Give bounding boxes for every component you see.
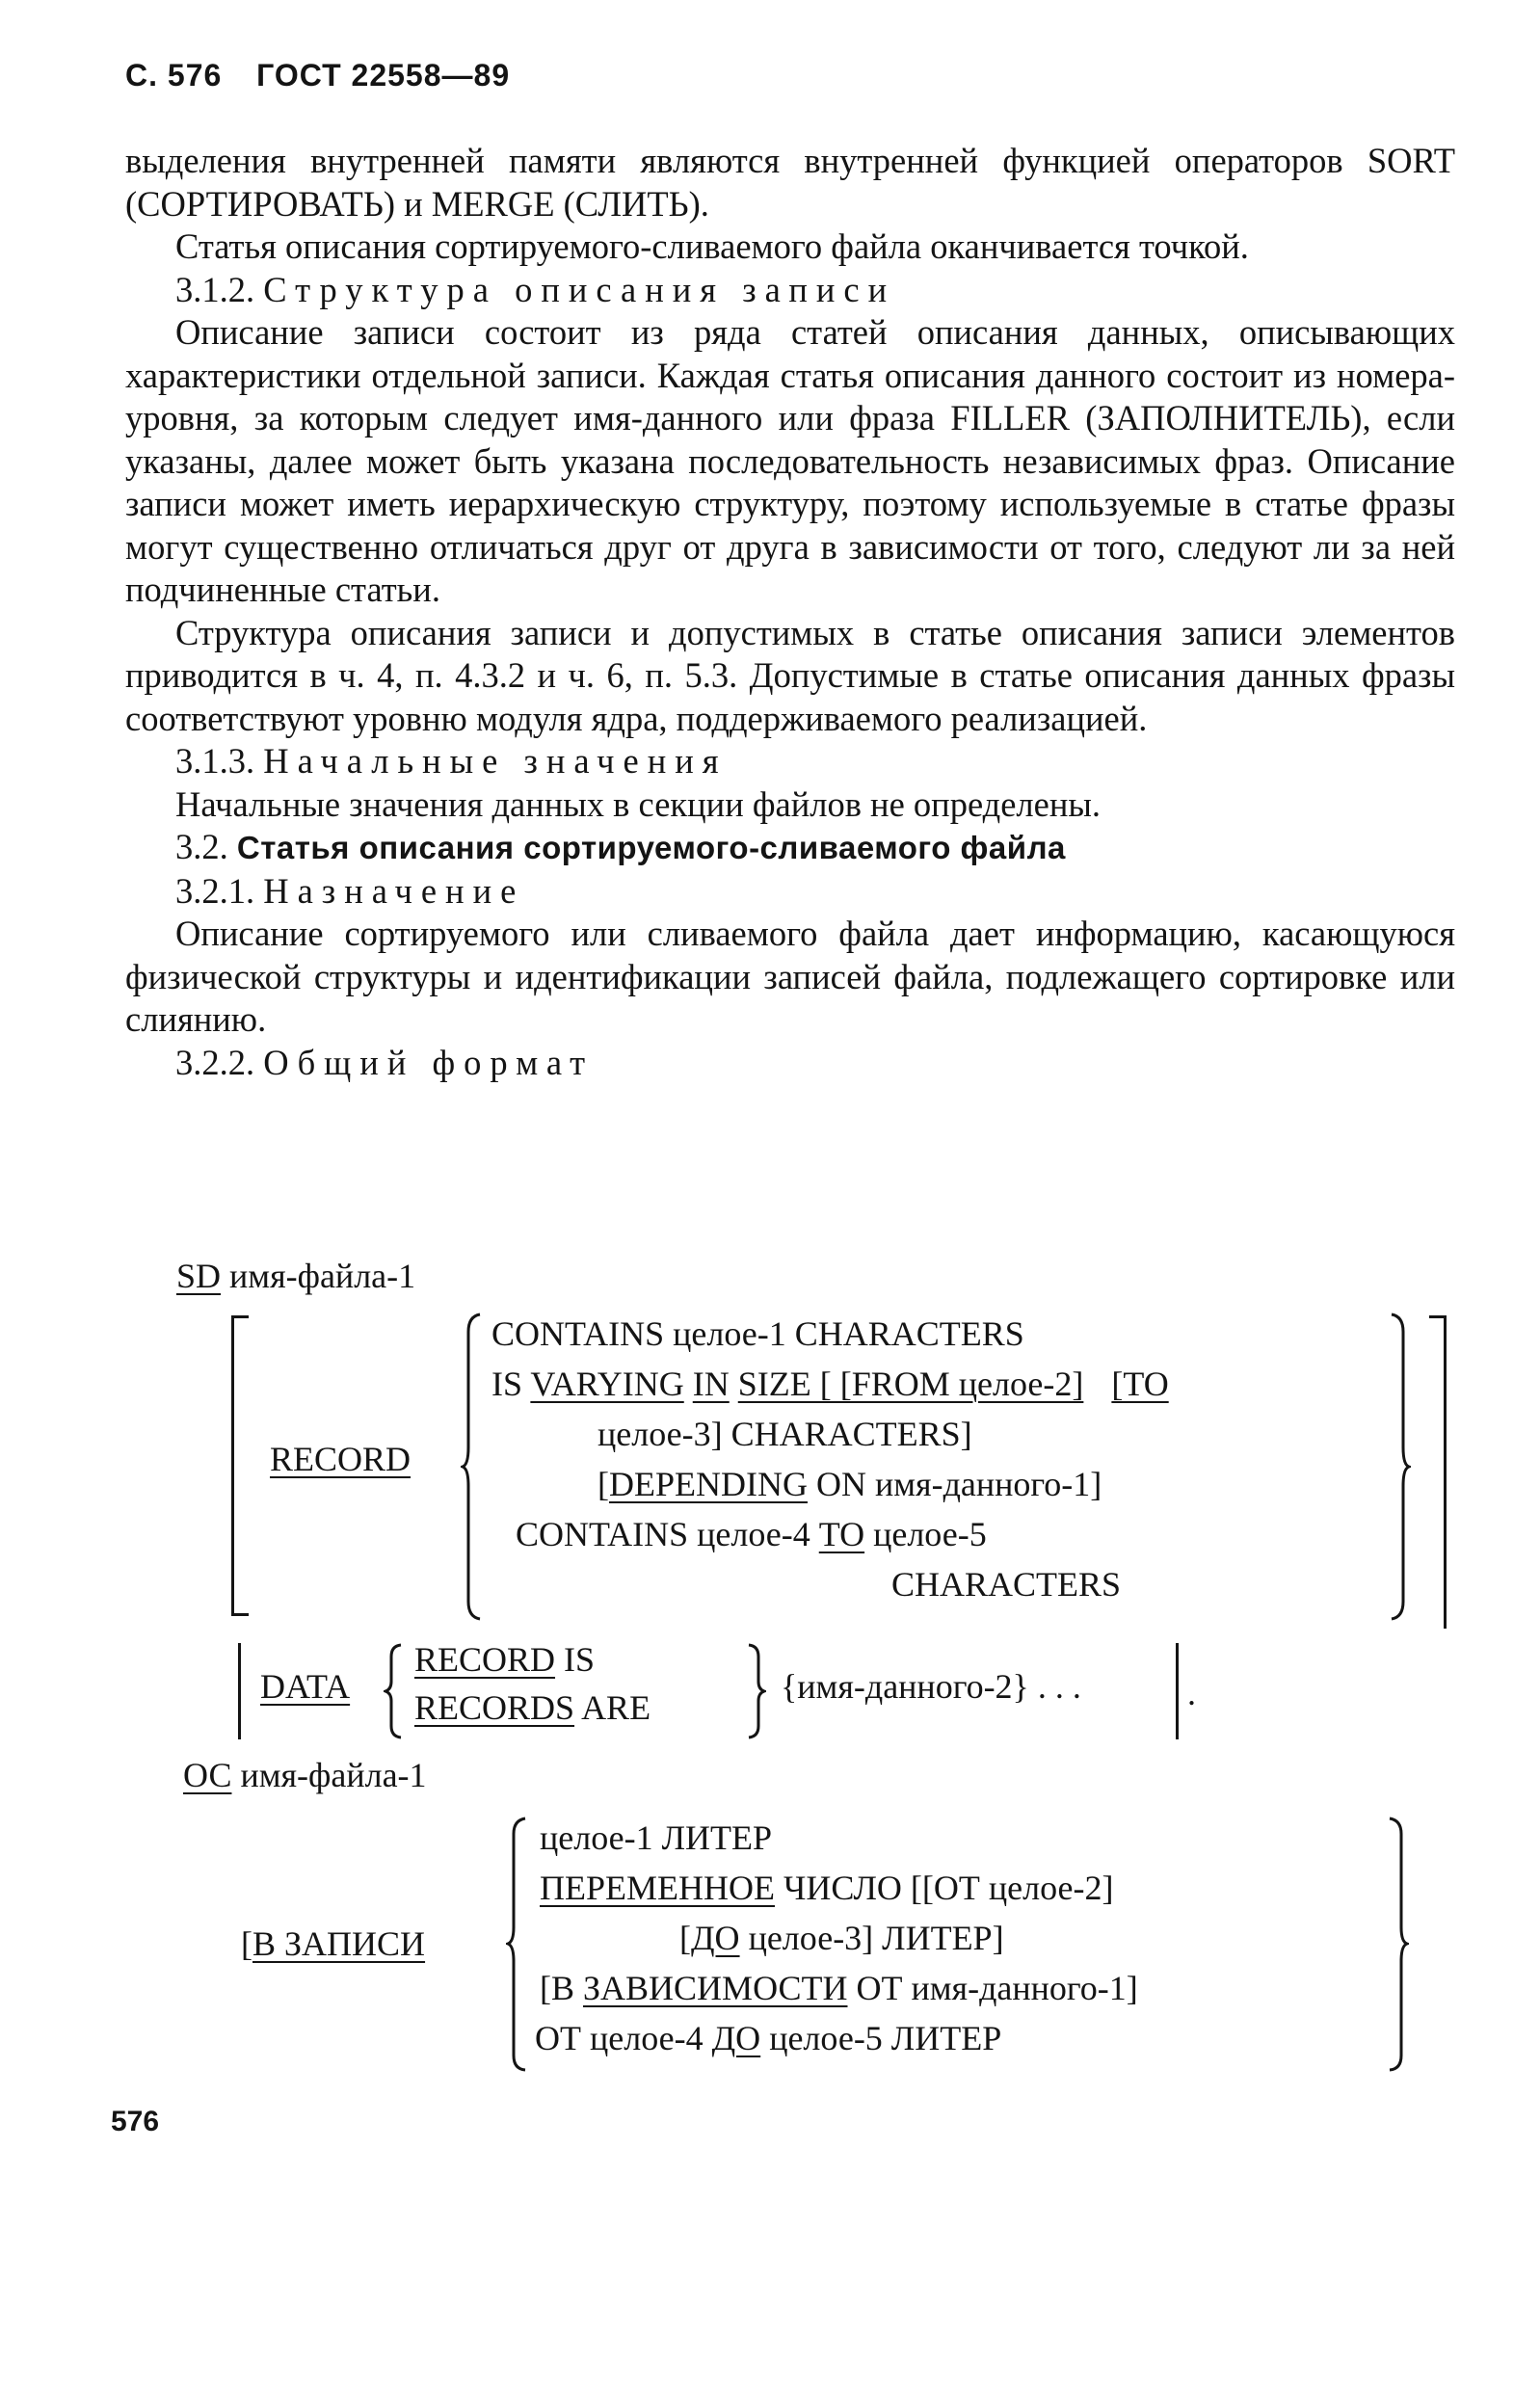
section-3-2-heading: 3.2. Статья описания сортируемого-сливаемого файла [175,827,1066,866]
page-header [125,58,535,93]
en-line-2: IS VARYING IN SIZE [ [FROM целое-2] [TO [491,1365,1169,1403]
ru-record-keyword: [В ЗАПИСИ [241,1924,426,1963]
section-3-1-3-heading: 3.1.3. Начальные значения [175,741,728,781]
page-number: 576 [111,2106,160,2137]
bracket-left-top [231,1315,249,1318]
en-line-5: CONTAINS целое-4 TO целое-5 [516,1515,987,1553]
sd-line: SD имя-файла-1 [176,1257,416,1295]
brace-right [1390,1313,1411,1621]
paragraph-4: Структура описания записи и допустимых в статье описания записи элементов приводится в ч. 4, п. 4.3.2 и ч. 6, п. 5.3. Допустимые в статье описания данных фразы соответствуют уровню модуля ядра, поддерживаемого реализацией. [125,612,1455,738]
ru-line-4: [В ЗАВИСИМОСТИ ОТ имя-данного-1] [540,1969,1138,2007]
records-are-line: RECORDS ARE [414,1688,651,1727]
body-text [125,140,1455,1084]
en-line-6: CHARACTERS [891,1565,1122,1604]
paragraph-5: Начальные значения данных в секции файлов не определены. [175,783,1102,824]
data-brace-left [384,1643,403,1739]
section-3-1-2-heading: 3.1.2. Структура описания записи [175,269,896,309]
oc-line: ОС имя-файла-1 [183,1756,427,1794]
ru-line-5: ОТ целое-4 ДО целое-5 ЛИТЕР [535,2019,1002,2057]
bracket-left [231,1315,234,1616]
section-3-2-1-heading: 3.2.1. Назначение [175,870,525,911]
en-line-4: [DEPENDING ON имя-данного-1] [597,1465,1102,1503]
bracket-left-bottom [231,1613,249,1616]
section-3-2-2-heading: 3.2.2. Общий формат [175,1042,595,1082]
ru-brace-right [1388,1817,1409,2072]
paragraph-2: Статья описания сортируемого-сливаемого файла оканчивается точкой. [175,226,1249,266]
data-brace-right [747,1643,766,1739]
bracket-right-top [1429,1315,1447,1318]
paragraph-6: Описание сортируемого или сливаемого файла дает информацию, касающуюся физической структуры и идентификации записей файла, подлежащего сортировке или слиянию. [125,914,1455,1039]
data-bracket-left [238,1643,241,1739]
standard-label: ГОСТ 22558—89 [256,58,511,93]
data-keyword: DATA [260,1667,351,1706]
ru-line-2: ПЕРЕМЕННОЕ ЧИСЛО [[ОТ целое-2] [540,1869,1114,1907]
data-item: {имя-данного-2} . . . [781,1667,1081,1706]
en-line-3: целое-3] CHARACTERS] [597,1415,972,1453]
data-bracket-right [1176,1643,1179,1739]
paragraph-3: Описание записи состоит из ряда статей описания данных, описывающих характеристики отдельной записи. Каждая статья описания данного состоит из номера-уровня, за которым следует имя-данного или фраза FILLER (ЗАПОЛНИТЕЛЬ), если указаны, далее может быть указана последовательность независимых фраз. Описание записи может иметь иерархическую структуру, поэтому используемые в статье фразы могут существенно отличаться друг от друга в зависимости от того, следуют ли за ней подчиненные статьи. [125,312,1455,609]
record-keyword: RECORD [270,1440,412,1478]
page-label: С. 576 [125,58,223,93]
ru-line-1: целое-1 ЛИТЕР [540,1818,773,1857]
brace-left [461,1313,482,1621]
bracket-right [1444,1315,1447,1629]
paragraph-1: выделения внутренней памяти являются внутренней функцией операторов SORT (СОРТИРОВАТЬ) и MERGE (СЛИТЬ). [125,141,1455,224]
ru-brace-left [506,1817,527,2072]
data-period: . [1187,1674,1196,1712]
en-line-1: CONTAINS целое-1 CHARACTERS [491,1314,1024,1353]
ru-line-3: [ДО целое-3] ЛИТЕР] [679,1919,1004,1957]
record-is-line: RECORD IS [414,1640,596,1679]
